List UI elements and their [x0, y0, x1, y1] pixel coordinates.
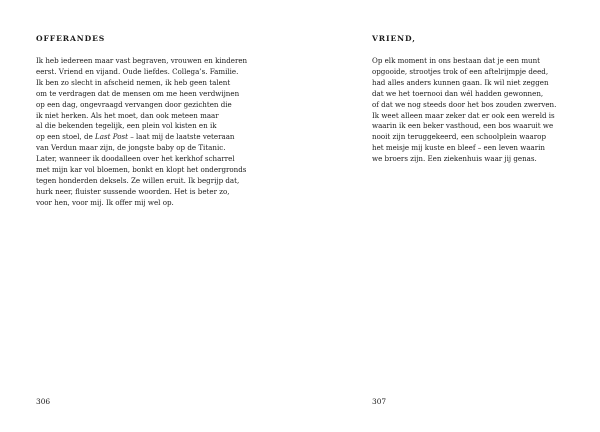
page-number: 306	[36, 397, 51, 406]
poem-title: VRIEND,	[372, 34, 416, 43]
page-number: 307	[372, 397, 387, 406]
poem-line: hurk neer, fluister sussende woorden. Het is beter zo,	[36, 186, 230, 196]
poem-body	[36, 56, 247, 209]
line-segment: – laat mij de laatste veteraan	[127, 132, 235, 142]
italic-phrase: Last Post	[95, 132, 128, 142]
poem-line: Later, wanneer ik doodalleen over het kerkhof scharrel	[36, 154, 235, 164]
poem-line: van Verdun maar zijn, de jongste baby op de Titanic.	[36, 143, 226, 153]
poem-line: nooit zijn teruggekeerd, een schoolplein waarop	[372, 132, 546, 142]
line-segment: op een stoel, de	[36, 132, 96, 142]
poem-line: Ik ben zo slecht in afscheid nemen, ik heb geen talent	[36, 77, 231, 87]
poem-line: Ik weet alleen maar zeker dat er ook een wereld is	[372, 110, 555, 120]
poem-line: op een dag, ongevraagd vervangen door gezichten die	[36, 99, 232, 109]
poem-line: eerst. Vriend en vijand. Oude liefdes. Collega’s. Familie.	[36, 66, 239, 76]
poem-line: het meisje mij kuste en bleef – een leven waarin	[372, 143, 546, 153]
poem-line: met mijn kar vol bloemen, bonkt en klopt het ondergronds	[36, 165, 247, 175]
poem-line: opgooide, strootjes trok of een aftelrijmpje deed,	[372, 66, 549, 76]
poem-line: of dat we nog steeds door het bos zouden zwerven.	[372, 99, 557, 109]
poem-line: voor hen, voor mij. Ik offer mij wel op.	[36, 197, 174, 207]
poem-line: om te verdragen dat de mensen om me heen verdwijnen	[36, 88, 240, 98]
poem-line: tegen honderden deksels. Ze willen eruit. Ik begrijp dat,	[36, 175, 240, 185]
poem-line: waarin ik een beker vasthoud, een bos waaruit we	[372, 121, 554, 131]
poem-line: Ik heb iedereen maar vast begraven, vrouwen en kinderen	[36, 56, 248, 65]
poem-line: ik niet herken. Als het moet, dan ook meteen maar	[36, 110, 219, 120]
right-page	[300, 0, 600, 432]
poem-line	[36, 132, 247, 143]
poem-line: dat we het toernooi dan wél hadden gewonnen,	[372, 88, 544, 98]
poem-line: al die bekenden tegelijk, een plein vol kisten en ik	[36, 121, 217, 131]
poem-title: OFFERANDES	[36, 34, 106, 43]
poem-body	[372, 56, 556, 165]
poem-line: had alles anders kunnen gaan. Ik wil niet zeggen	[372, 77, 549, 87]
poem-line: we broers zijn. Een ziekenhuis waar jij genas.	[372, 154, 537, 164]
poem-line: Op elk moment in ons bestaan dat je een munt	[372, 56, 541, 65]
